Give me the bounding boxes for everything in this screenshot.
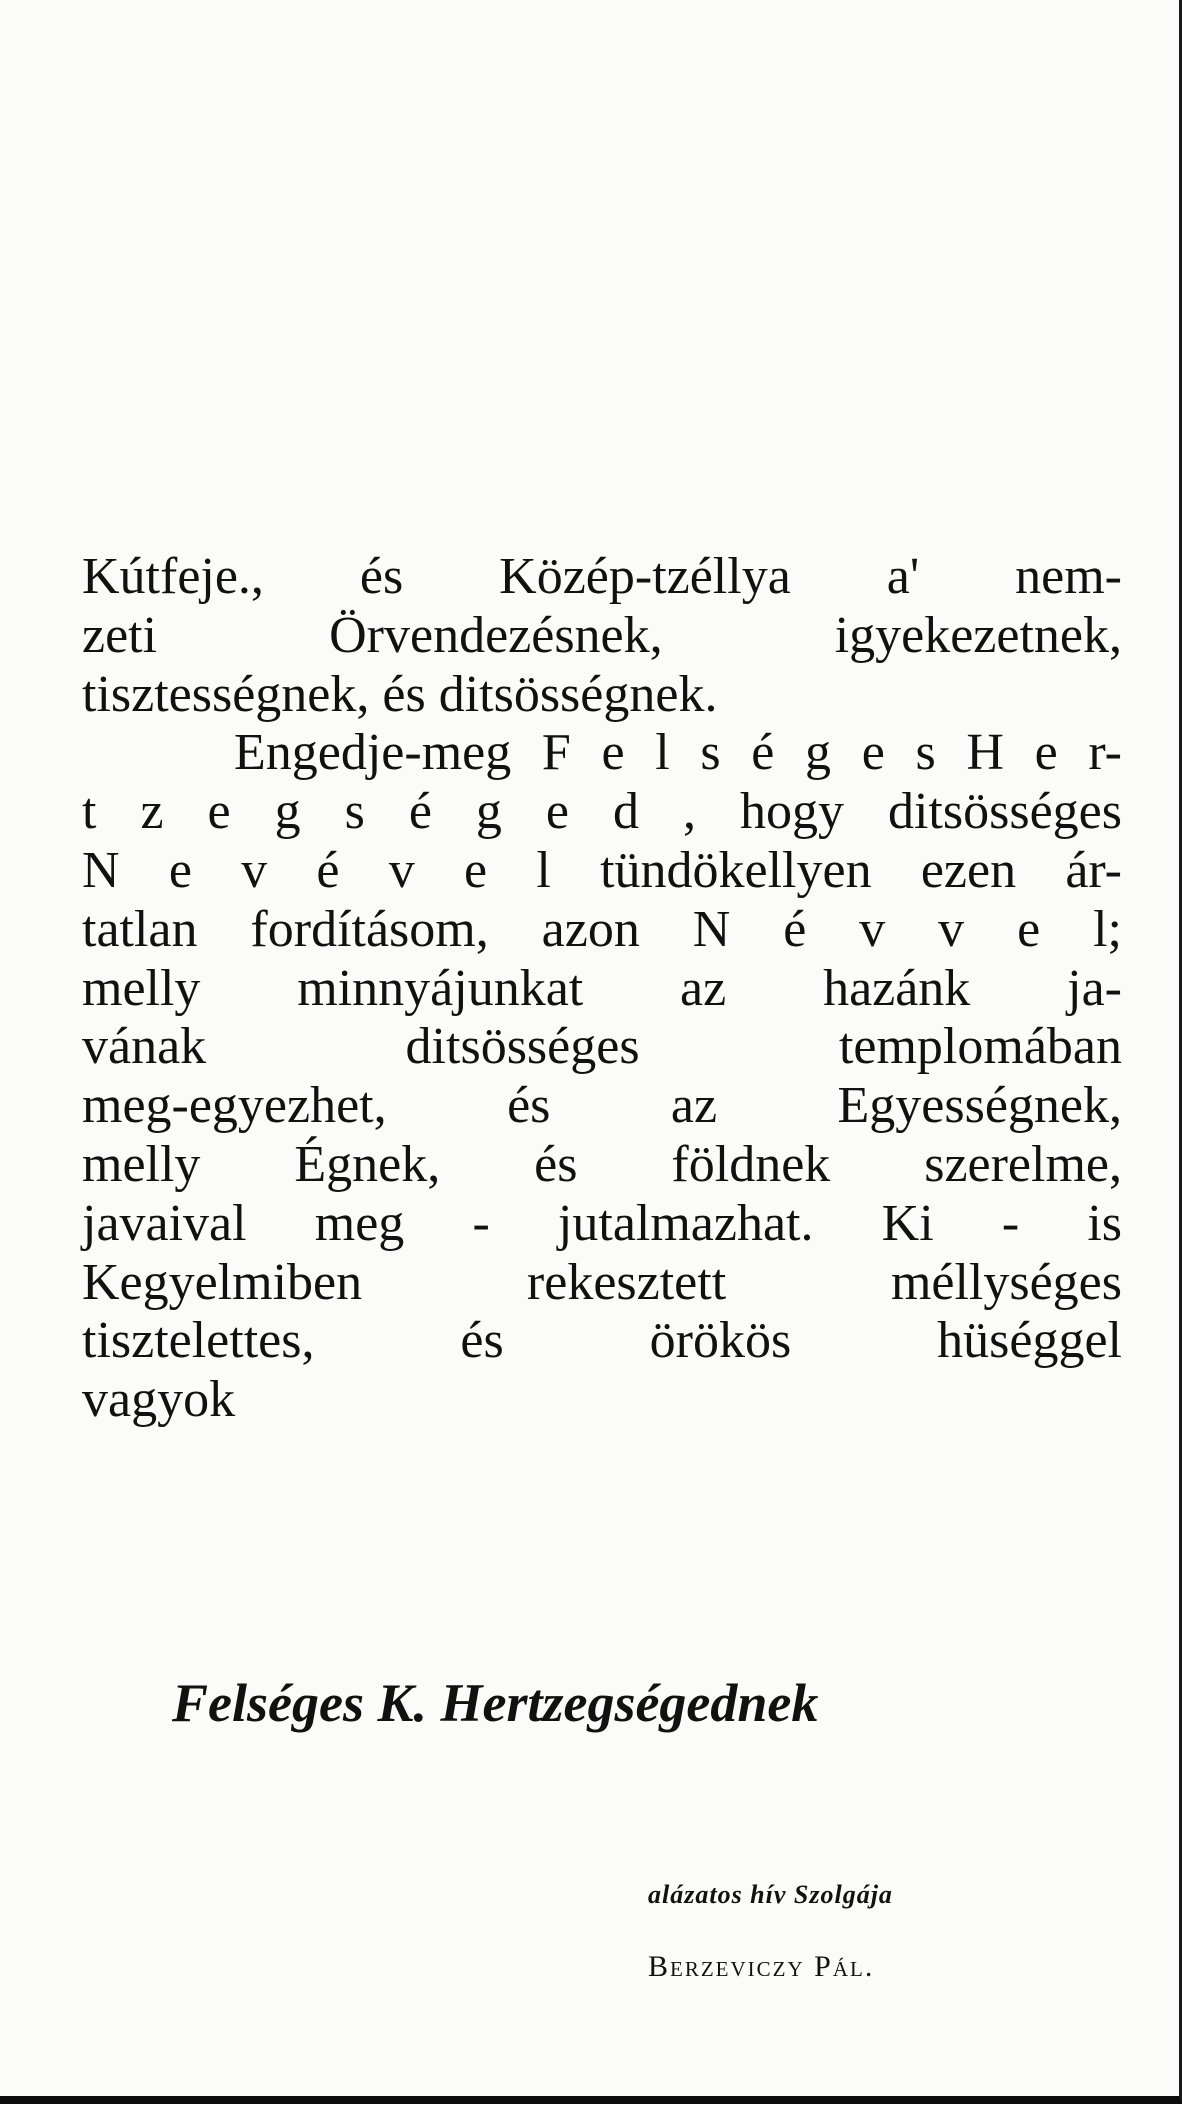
text-line: tisztességnek, és ditsösségnek. (82, 665, 718, 723)
text-line: melly Égnek, és földnek szerelme, (82, 1135, 1122, 1193)
text-line: vagyok (82, 1371, 236, 1429)
text-line: Kegyelmiben rekesztett méllységes (82, 1253, 1122, 1311)
text-line: t z e g s é g e d , hogy ditsösséges (82, 783, 1122, 841)
text-line: javaival meg - jutalmazhat. Ki - is (82, 1194, 1122, 1252)
text-line: meg-egyezhet, és az Egyességnek, (82, 1077, 1122, 1135)
text-line: tatlan fordításom, azon N é v v e l; (82, 900, 1122, 958)
text-line: vának ditsösséges templomában (82, 1018, 1122, 1076)
text-line: Kútfeje., és Közép-tzéllya a' nem- (82, 548, 1122, 605)
salutation: Felséges K. Hertzegségednek (172, 1673, 819, 1733)
signature: Berzeviczy Pál. (648, 1950, 875, 1983)
servant-line: alázatos hív Szolgája (648, 1880, 893, 1909)
body-text (82, 548, 1122, 1430)
text-line: N e v é v e l tündökellyen ezen ár- (82, 841, 1122, 899)
text-line: zeti Örvendezésnek, igyekezetnek, (82, 606, 1122, 664)
text-line: melly minnyájunkat az hazánk ja- (82, 959, 1122, 1017)
text-line: tisztelettes, és örökös hüséggel (82, 1312, 1122, 1370)
text-line: Engedje-meg F e l s é g e s H e r- (234, 724, 1122, 782)
